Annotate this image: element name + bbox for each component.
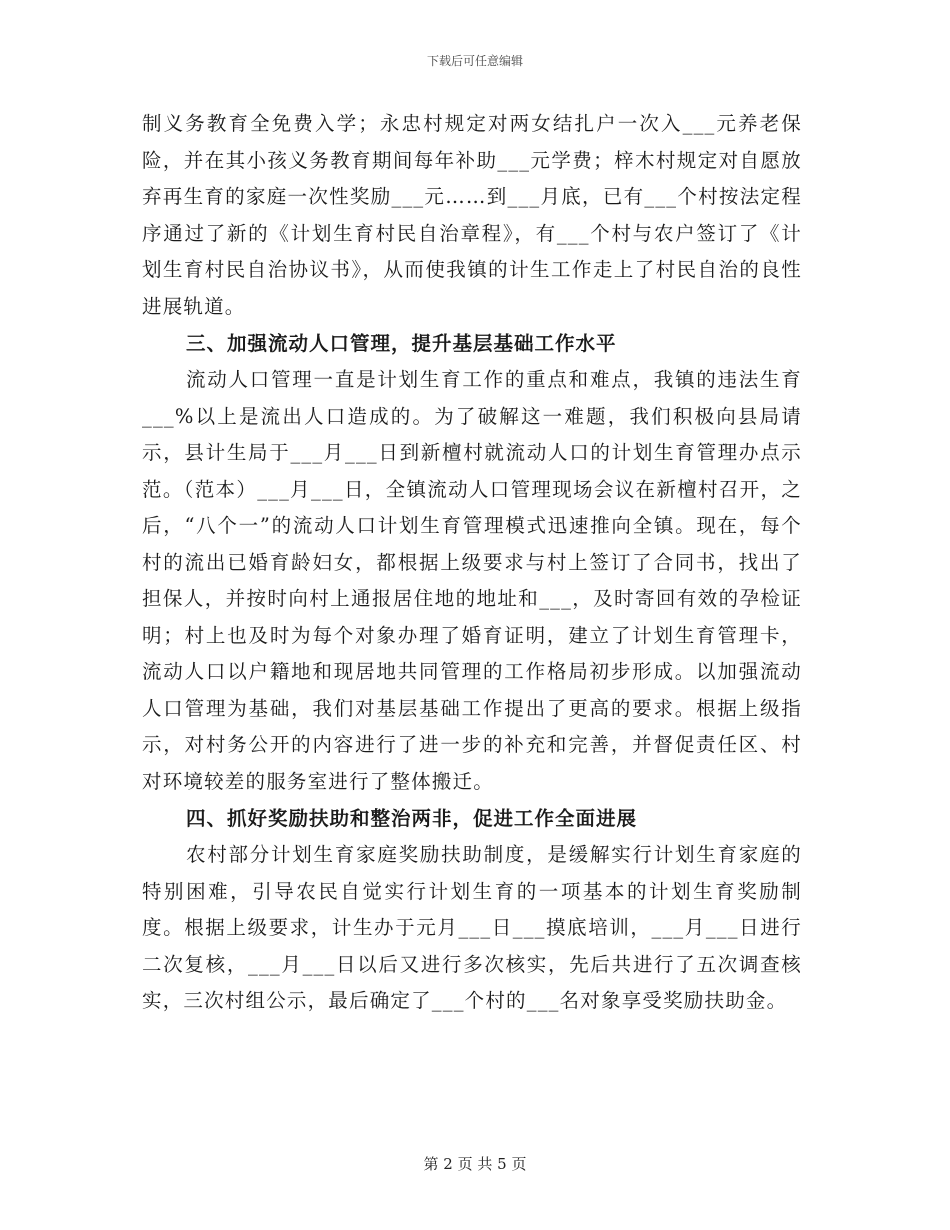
document-body: [142, 106, 802, 1020]
paragraph-floating-population: 流动人口管理一直是计划生育工作的重点和难点，我镇的违法生育___%以上是流出人口造成的。为了破解这一难题，我们积极向县局请示，县计生局于___月___日到新檀村就流动人口的计划生育管理办点示范。（范本）___月___日，全镇流动人口管理现场会议在新檀村召开，之后，“八个一”的流动人口计划生育管理模式迅速推向全镇。现在，每个村的流出已婚育龄妇女，都根据上级要求与村上签订了合同书，找出了担保人，并按时向村上通报居住地的地址和___，及时寄回有效的孕检证明；村上也及时为每个对象办理了婚育证明，建立了计划生育管理卡，流动人口以户籍地和现居地共同管理的工作格局初步形成。以加强流动人口管理为基础，我们对基层基础工作提出了更高的要求。根据上级指示，对村务公开的内容进行了进一步的补充和完善，并督促责任区、村对环境较差的服务室进行了整体搬迁。: [142, 368, 802, 793]
section-heading-3: 三、加强流动人口管理，提升基层基础工作水平: [186, 332, 617, 355]
page-footer: 第 2 页 共 5 页: [423, 1155, 527, 1173]
paragraph-continued: 制义务教育全免费入学；永忠村规定对两女结扎户一次入___元养老保险，并在其小孩义务教育期间每年补助___元学费；梓木村规定对自愿放弃再生育的家庭一次性奖励___元……到___月底，已有___个村按法定程序通过了新的《计划生育村民自治章程》，有___个村与农户签订了《计划生育村民自治协议书》，从而使我镇的计生工作走上了村民自治的良性进展轨道。: [142, 112, 802, 318]
paragraph-reward-support: 农村部分计划生育家庭奖励扶助制度，是缓解实行计划生育家庭的特别困难，引导农民自觉实行计划生育的一项基本的计划生育奖励制度。根据上级要求，计生办于元月___日___摸底培训，___月___日进行二次复核，___月___日以后又进行多次核实，先后共进行了五次调查核实，三次村组公示，最后确定了___个村的___名对象享受奖励扶助金。: [142, 843, 802, 1012]
page-header: 下载后可任意编辑: [426, 54, 523, 68]
section-heading-4: 四、抓好奖励扶助和整治两非，促进工作全面进展: [186, 807, 638, 830]
